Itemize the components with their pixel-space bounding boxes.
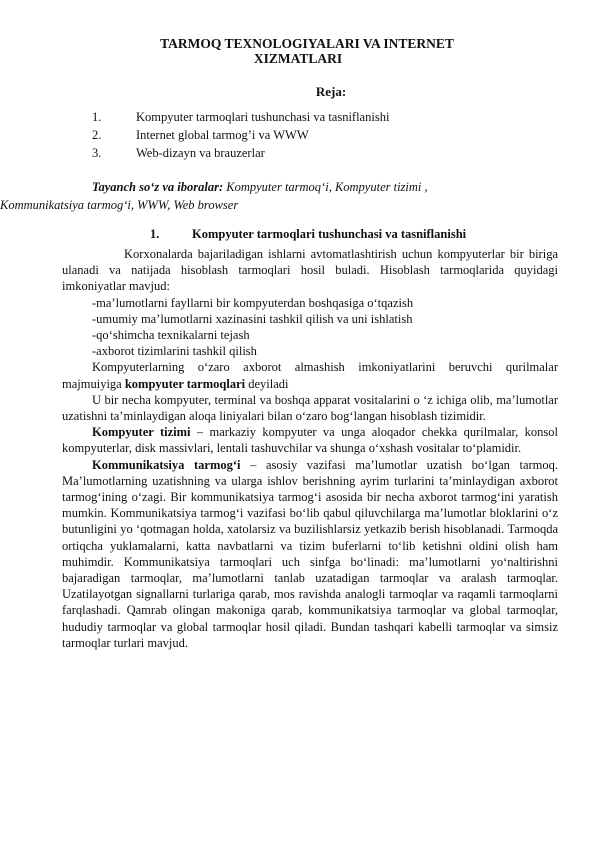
title-line-1: TARMOQ TEXNOLOGIYALARI VA INTERNET — [160, 36, 454, 51]
paragraph — [62, 359, 558, 391]
keywords-label: Tayanch so‘z va iboralar: — [92, 180, 224, 194]
plan-item — [92, 108, 532, 126]
paragraph: Korxonalarda bajariladigan ishlarni avtomatlashtirish uchun kompyuterlar bir biriga ulanadi va natijada hisoblash tarmoqlari hosil buladi. Hisoblash tarmoqlarida quyidagi imkoniyatlar mavjud: — [62, 247, 558, 294]
keywords-line-1 — [62, 178, 562, 196]
paragraph-text: deyiladi — [245, 376, 289, 391]
plan-item-number: 3. — [92, 146, 102, 160]
plan-item-number: 1. — [92, 110, 102, 124]
plan-list — [92, 108, 532, 162]
term-bold: Kompyuter tizimi — [92, 425, 191, 440]
list-item: -umumiy ma’lumotlarni xazinasini tashkil qilish va uni ishlatish — [92, 311, 413, 326]
keywords-text-2: Kommunikatsiya tarmog‘i, WWW, Web browser — [0, 198, 239, 212]
section-heading — [150, 227, 570, 242]
paragraph-text: Kompyuterlarning o‘zaro axborot almashish imkoniyatlarini beruvchi qurilmalar majmuiyiga — [62, 360, 558, 391]
keywords-block — [0, 178, 562, 214]
keywords-text-1: Kompyuter tarmoq‘i, Kompyuter tizimi , — [223, 180, 428, 194]
paragraph-text: – asosiy vazifasi ma’lumotlar uzatish bo‘lgan tarmoq. Ma’lumotlarning uzatishning va ularga ishlov berishning ayrim turlarini ta’minlaydigan axborot tarmog‘ining o‘zagi. Bir kommunikatsiya tarmog‘i asosida bir necha axborot tarmog‘ini yaratish mumkin. Kommunikatsiya tarmog‘i vazifasi bo‘lib qabul qiluvchilarga ma’lumotlar bloklarini o‘z butunligini yo ‘qotmagan holda, xatolarsiz va buzilishlarsiz yetkazib berish hisoblanadi. Tarmoqda ortiqcha yuklamalarni, katta navbatlarni va tizim buferlarni to‘lib ketishni oldini olish ham muhimdir. Kommunikatsiya tarmoqlari uch sinfga bo‘linadi: ma’lumotlarni yo‘naltirishni bajaradigan tarmoqlar, ma’lumotlarni tanlab uzatadigan tarmoqlar va aralash tarmoqlar. Uzatilayotgan signallarni turlariga qarab, mos ravishda analogli tarmoqlar va raqamli tarmoqlarni farqlashadi. Qamrab olingan makoniga qarab, kommunikatsiya tarmoqlar va global tarmoqlar, hududiy tarmoqlar va global tarmoqlar hosil qiladi. Bundan tashqari kabelli tarmoqlar va simsiz tarmoqlar turlari mavjud. — [62, 457, 558, 650]
plan-item-number: 2. — [92, 128, 102, 142]
list-item: -ma’lumotlarni fayllarni bir kompyuterdan boshqasiga o‘tqazish — [92, 295, 414, 310]
paragraph: U bir necha kompyuter, terminal va boshqa apparat vositalarini o ‘z ichiga olib, ma’lumotlar uzatishni ta’minlaydigan aloqa liniyalari bilan o‘zaro bog‘langan hisoblash tizimidir. — [62, 392, 558, 424]
paragraph — [62, 424, 558, 456]
plan-item — [92, 126, 532, 144]
body-text — [62, 246, 558, 651]
list-item: -qo‘shimcha texnikalarni tejash — [92, 328, 250, 343]
plan-item — [92, 144, 532, 162]
section-title: Kompyuter tarmoqlari tushunchasi va tasniflanishi — [192, 227, 467, 241]
list-item: -axborot tizimlarini tashkil qilish — [92, 344, 257, 359]
plan-item-text: Internet global tarmog’i va WWW — [136, 128, 309, 142]
paragraph-text: – markaziy kompyuter va unga aloqador chekka qurilmalar, konsol kompyuterlar, disk massivlari, lentali tashuvchilar va shunga o‘xshash vositalar to‘plamidir. — [62, 425, 559, 456]
term-bold: Kommunikatsiya tarmog‘i — [92, 457, 241, 472]
document-title — [0, 36, 596, 66]
term-bold: kompyuter tarmoqlari — [124, 376, 246, 391]
title-line-2: XIZMATLARI — [253, 51, 343, 66]
plan-heading: Reja: — [315, 84, 347, 99]
paragraph — [62, 457, 558, 651]
section-number: 1. — [150, 227, 160, 241]
plan-item-text: Kompyuter tarmoqlari tushunchasi va tasniflanishi — [136, 110, 390, 124]
plan-item-text: Web-dizayn va brauzerlar — [136, 146, 265, 160]
